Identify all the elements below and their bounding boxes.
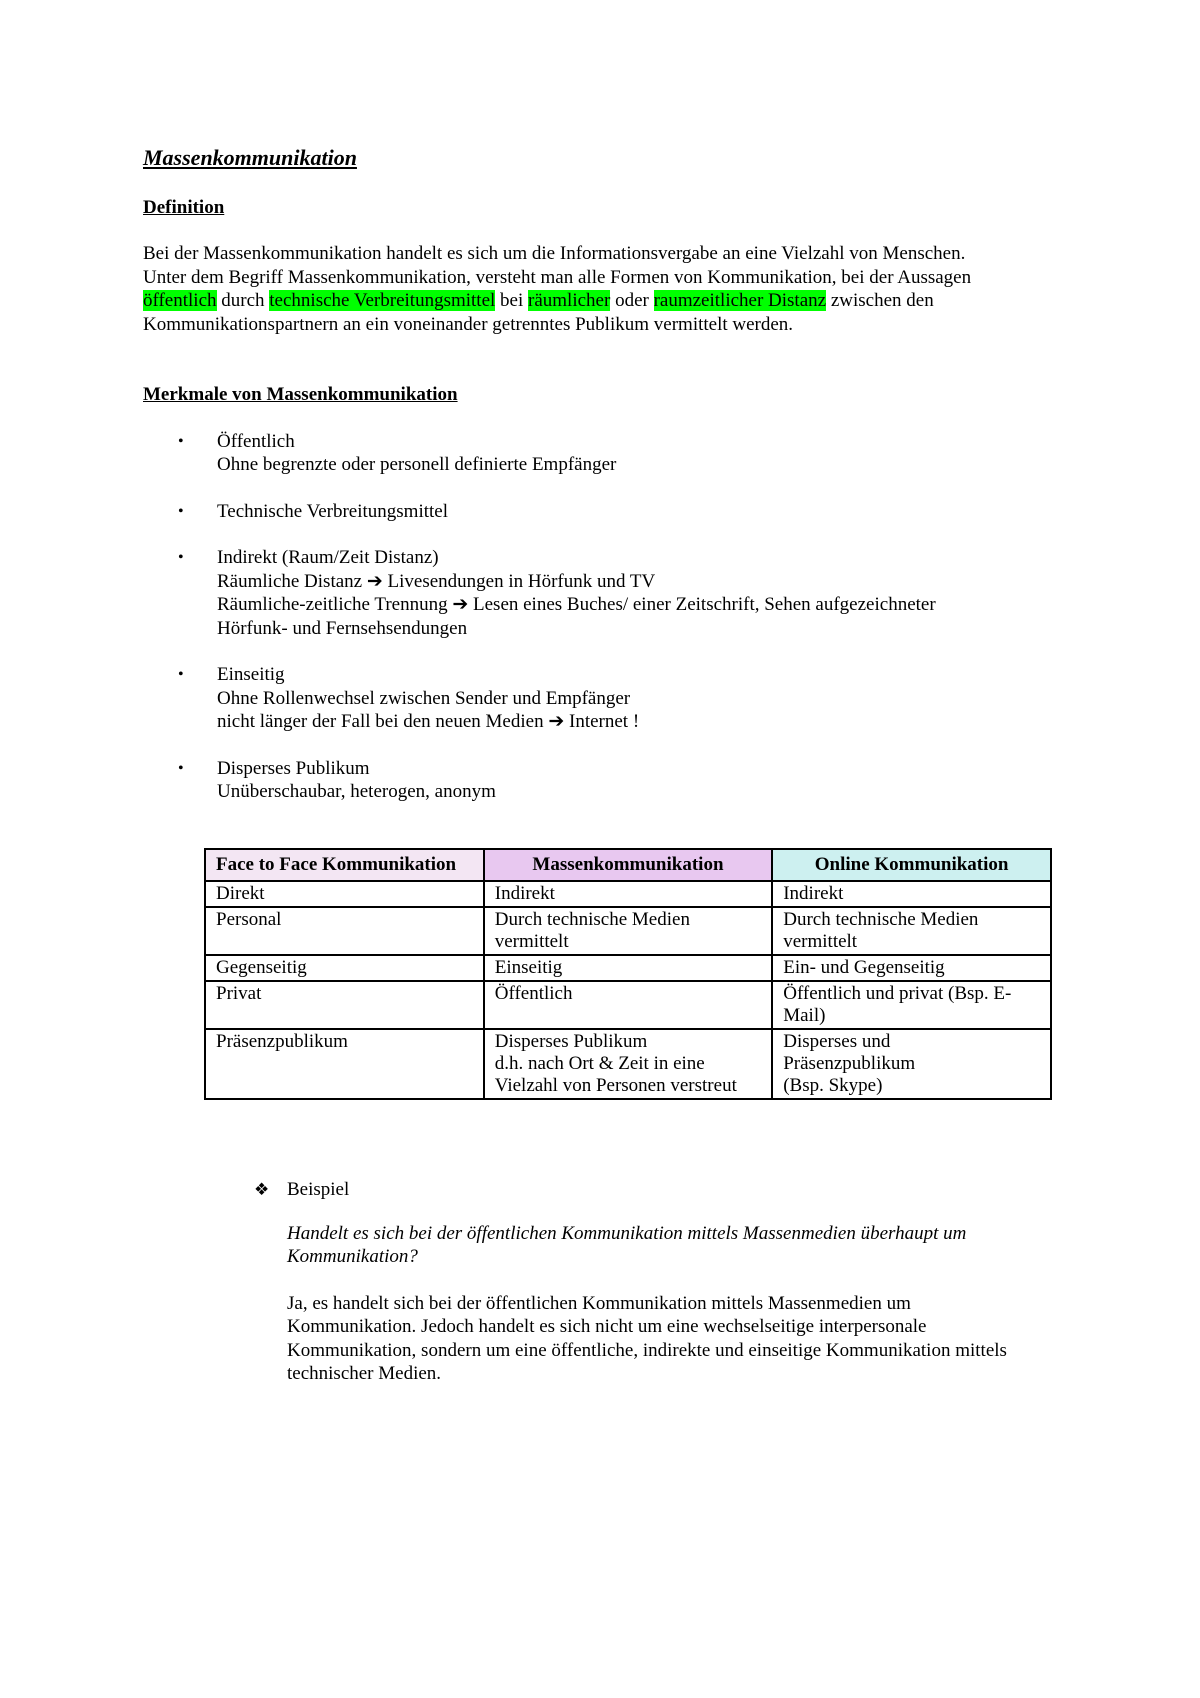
merkmal-title: Indirekt (Raum/Zeit Distanz) (217, 547, 439, 568)
comparison-table (204, 848, 1052, 1100)
merkmal-detail: Unüberschaubar, heterogen, anonym (217, 781, 496, 802)
definition-heading: Definition (143, 196, 225, 218)
definition-text: oder (610, 290, 654, 311)
cell-line: vermittelt (783, 931, 858, 952)
example-label-text: Beispiel (287, 1179, 350, 1200)
cell-line: Öffentlich (494, 983, 573, 1004)
cell-line: Disperses und (783, 1031, 891, 1052)
cell-line: Präsenzpublikum (783, 1053, 916, 1074)
definition-line-highlighted (143, 289, 1063, 313)
table-cell (205, 955, 484, 981)
table-cell (205, 881, 484, 907)
table-row (205, 1029, 1051, 1099)
merkmal-title: Technische Verbreitungsmittel (217, 500, 449, 522)
answer-line: Kommunikation, sondern um eine öffentliche, indirekte und einseitige Kommunikation mittels (287, 1339, 1007, 1361)
cell-line: Disperses Publikum (494, 1031, 648, 1052)
highlight-oeffentlich: öffentlich (143, 290, 217, 311)
table-header-cell: Massenkommunikation (484, 849, 772, 881)
bullet-icon: • (178, 502, 184, 520)
merkmal-detail: Räumliche-zeitliche Trennung ➔ Lesen eines Buches/ einer Zeitschrift, Sehen aufgezeichneter (217, 594, 936, 615)
bullet-icon: • (178, 549, 184, 566)
table-row (205, 981, 1051, 1029)
cell-line: (Bsp. Skype) (783, 1075, 883, 1096)
cell-line: Durch technische Medien (494, 909, 690, 930)
table-cell (772, 907, 1051, 955)
merkmal-item (143, 500, 1063, 524)
table-cell (205, 981, 484, 1029)
table-header-row (205, 849, 1051, 881)
cell-line: d.h. nach Ort & Zeit in eine (494, 1053, 705, 1074)
document-title: Massenkommunikation (143, 145, 357, 170)
merkmal-item (143, 757, 1063, 804)
definition-line: Unter dem Begriff Massenkommunikation, versteht man alle Formen von Kommunikation, bei der Aussagen (143, 266, 972, 288)
cell-line: Indirekt (783, 883, 844, 904)
highlight-raeumlicher: räumlicher (528, 290, 611, 311)
definition-line: Bei der Massenkommunikation handelt es sich um die Informationsvergabe an eine Vielzahl von Menschen. (143, 243, 966, 264)
merkmal-item (143, 430, 1063, 477)
cell-line: Mail) (783, 1005, 826, 1026)
table-row (205, 907, 1051, 955)
table-row (205, 881, 1051, 907)
table-cell (484, 907, 772, 955)
cell-line: Einseitig (494, 957, 563, 978)
question-line: Handelt es sich bei der öffentlichen Kommunikation mittels Massenmedien überhaupt um (287, 1222, 967, 1244)
bullet-icon: • (178, 759, 184, 777)
highlight-technische-verbreitungsmittel: technische Verbreitungsmittel (269, 290, 496, 311)
example-question (287, 1222, 1070, 1269)
table-cell (484, 1029, 772, 1099)
answer-line: Kommunikation. Jedoch handelt es sich nicht um eine wechselseitige interpersonale (287, 1316, 927, 1337)
cell-line: Ein- und Gegenseitig (783, 957, 945, 978)
merkmal-title: Öffentlich (217, 430, 295, 452)
definition-line: Kommunikationspartnern an ein voneinander getrenntes Publikum vermittelt werden. (143, 313, 794, 335)
table-cell (772, 955, 1051, 981)
merkmale-list (143, 430, 1063, 804)
table-cell (484, 881, 772, 907)
cell-line: Öffentlich und privat (Bsp. E- (783, 983, 1012, 1004)
answer-line: Ja, es handelt sich bei der öffentlichen Kommunikation mittels Massenmedien um (287, 1292, 911, 1314)
cell-line: Direkt (216, 883, 265, 904)
merkmal-item (143, 663, 1063, 734)
table-row (205, 955, 1051, 981)
cell-line: Durch technische Medien (783, 909, 979, 930)
example-label (250, 1178, 1070, 1202)
merkmal-title: Einseitig (217, 664, 285, 685)
definition-text: bei (495, 290, 529, 311)
cell-line: vermittelt (494, 931, 569, 952)
merkmal-detail: Räumliche Distanz ➔ Livesendungen in Hörfunk und TV (217, 570, 656, 592)
merkmal-detail: Hörfunk- und Fernsehsendungen (217, 617, 468, 639)
cell-line: Indirekt (494, 883, 555, 904)
table-header-cell: Face to Face Kommunikation (205, 849, 484, 881)
definition-paragraph (143, 242, 1063, 336)
merkmal-detail: Ohne begrenzte oder personell definierte Empfänger (217, 454, 617, 475)
cell-line: Privat (216, 983, 262, 1004)
table-cell (205, 907, 484, 955)
definition-text: zwischen den (826, 290, 934, 311)
highlight-raumzeitlicher-distanz: raumzeitlicher Distanz (653, 290, 827, 311)
answer-line: technischer Medien. (287, 1363, 442, 1384)
cell-line: Vielzahl von Personen verstreut (494, 1075, 737, 1096)
question-line: Kommunikation? (287, 1246, 418, 1267)
table-cell (484, 955, 772, 981)
example-answer (287, 1292, 1070, 1386)
table-cell (772, 1029, 1051, 1099)
merkmale-heading: Merkmale von Massenkommunikation (143, 384, 458, 405)
example-body (287, 1222, 1070, 1386)
merkmal-detail: nicht länger der Fall bei den neuen Medien ➔ Internet ! (217, 711, 640, 732)
bullet-icon: • (178, 432, 184, 450)
document-content (143, 140, 1063, 827)
cell-line: Präsenzpublikum (216, 1031, 348, 1052)
cell-line: Personal (216, 909, 282, 930)
merkmal-title: Disperses Publikum (217, 757, 370, 779)
diamond-bullet-icon: ❖ (254, 1180, 270, 1199)
bullet-icon: • (178, 666, 184, 683)
merkmal-detail: Ohne Rollenwechsel zwischen Sender und Empfänger (217, 687, 631, 709)
cell-line: Gegenseitig (216, 957, 307, 978)
table-header-cell: Online Kommunikation (772, 849, 1051, 881)
table-cell (772, 881, 1051, 907)
table-cell (772, 981, 1051, 1029)
definition-text: durch (216, 290, 270, 311)
merkmal-item (143, 546, 1063, 640)
table-cell (205, 1029, 484, 1099)
table-cell (484, 981, 772, 1029)
example-section (250, 1178, 1070, 1386)
table-body (205, 881, 1051, 1099)
